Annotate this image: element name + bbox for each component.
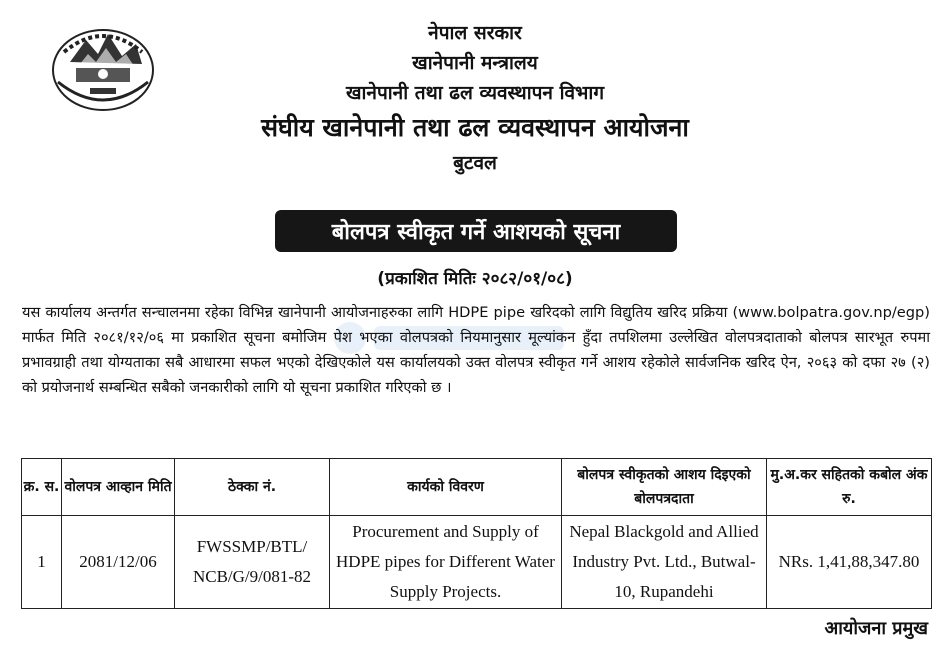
published-date: (प्रकाशित मितिः २०८२/०१/०८) <box>377 269 573 289</box>
header-ministry: खानेपानी मन्त्रालय <box>412 52 538 74</box>
table-row <box>22 516 932 609</box>
header-government: नेपाल सरकार <box>428 22 522 44</box>
header-location: बुटवल <box>453 152 497 174</box>
office-header <box>0 18 950 178</box>
col-header-contract-no: ठेक्का नं. <box>175 459 330 516</box>
cell-description: Procurement and Supply of HDPE pipes for Different Water Supply Projects. <box>330 516 562 609</box>
cell-contract-no: FWSSMP/BTL/ NCB/G/9/081-82 <box>175 516 330 609</box>
cell-sn: 1 <box>22 516 62 609</box>
header-department: खानेपानी तथा ढल व्यवस्थापन विभाग <box>345 82 605 104</box>
notice-body: यस कार्यालय अन्तर्गत सन्चालनमा रहेका विभिन्न खानेपानी आयोजनाहरुका लागि HDPE pipe खरिदको लागि विद्युतिय खरिद प्रक्रिया (www.bolpatra.gov.np/egp) मार्फत मिति २०८१/१२/०६ मा प्रकाशित सूचना बमोजिम पेश भएका वोलपत्रको नियमानुसार मूल्यांकन हुँदा तपशिलमा उल्लेखित वोलपत्रदाताको बोलपत्र सारभूत रुपमा प्रभावग्राही तथा योग्यताका सबै आधारमा सफल भएको देखिएकोले यस कार्यालयको उक्त वोलपत्र स्वीकृत गर्ने आशय रहेकोले सार्वजनिक खरिद ऐन, २०६३ को दफा २७ (२) को प्रयोजनार्थ सम्बन्धित सबैको जनकारीको लागि यो सूचना प्रकाशित गरिएको छ । <box>22 304 930 396</box>
award-table <box>21 458 932 609</box>
cell-amount: NRs. 1,41,88,347.80 <box>767 516 932 609</box>
header-project: संघीय खानेपानी तथा ढल व्यवस्थापन आयोजना <box>261 113 689 142</box>
col-header-description: कार्यको विवरण <box>330 459 562 516</box>
col-header-amount: मु.अ.कर सहितको कबोल अंक रु. <box>767 459 932 516</box>
notice-title: बोलपत्र स्वीकृत गर्ने आशयको सूचना <box>275 210 677 252</box>
col-header-sn: क्र. स. <box>22 459 62 516</box>
signoff-project-chief: आयोजना प्रमुख <box>824 618 928 639</box>
col-header-call-date: वोलपत्र आव्हान मिति <box>62 459 175 516</box>
col-header-bidder: बोलपत्र स्वीकृतको आशय दिइएको बोलपत्रदाता <box>562 459 767 516</box>
cell-call-date: 2081/12/06 <box>62 516 175 609</box>
cell-bidder: Nepal Blackgold and Allied Industry Pvt. Ltd., Butwal-10, Rupandehi <box>562 516 767 609</box>
table-header-row <box>22 459 932 516</box>
